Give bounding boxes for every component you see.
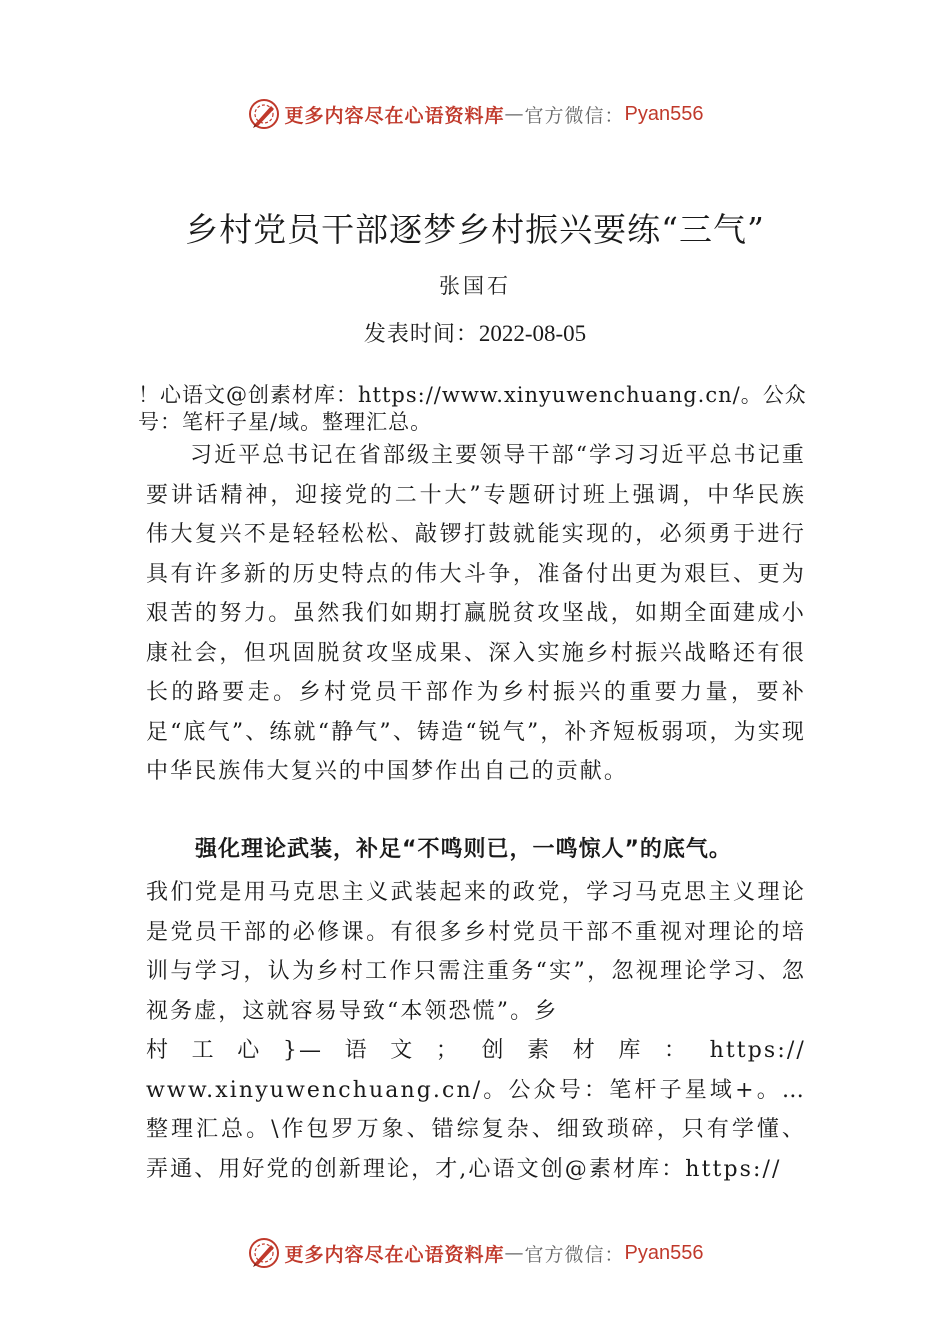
watermark-red-text: 更多内容尽在心语资料库: [284, 104, 505, 127]
publish-date: [0, 317, 950, 348]
article-author: 张国石: [439, 274, 511, 298]
spread-char: 创: [481, 1038, 506, 1063]
paragraph-2-spread-line: [146, 1031, 806, 1071]
paragraph-2-part-a: 我们党是用马克思主义武装起来的政党，学习马克思主义理论是党员干部的必修课。有很多乡村党员干部不重视对理论的培训与学习，认为乡村工作只需注重务“实”，忽视理论学习、忽视务虚，这就容易导致“本领恐慌”。乡: [146, 880, 806, 1024]
spread-char: 素: [527, 1038, 552, 1063]
spread-char: }—: [282, 1038, 324, 1063]
paragraph-2: [146, 873, 806, 1189]
publish-date-label: 发表时间：: [363, 322, 479, 347]
source-note: ！心语文@创素材库：https://www.xinyuwenchuang.cn/。公众号：笔杆子星/域。整理汇总。: [138, 383, 807, 434]
watermark-gray-text: 官方微信：: [524, 104, 625, 127]
section-heading-1: 强化理论武装，补足“不鸣则已，一鸣惊人”的底气。: [195, 837, 732, 862]
spread-char: 心: [237, 1038, 262, 1063]
pen-circle-logo-icon: [247, 1236, 281, 1270]
spread-char: ；: [435, 1038, 460, 1063]
spread-char: 文: [390, 1038, 415, 1063]
spread-char: 工: [191, 1038, 216, 1063]
paragraph-1: 习近平总书记在省部级主要领导干部“学习习近平总书记重要讲话精神，迎接党的二十大”专题研讨班上强调，中华民族伟大复兴不是轻轻松松、敲锣打鼓就能实现的，必须勇于进行具有许多新的历史特点的伟大斗争，准备付出更为艰巨、更为艰苦的努力。虽然我们如期打赢脱贫攻坚战，如期全面建成小康社会，但巩固脱贫攻坚成果、深入实施乡村振兴战略还有很长的路要走。乡村党员干部作为乡村振兴的重要力量，要补足“底气”、练就“静气”、铸造“锐气”，补齐短板弱项，为实现中华民族伟大复兴的中国梦作出自己的贡献。: [146, 443, 806, 784]
pen-circle-logo-icon: [247, 97, 281, 131]
watermark-gray-text: 官方微信：: [524, 1243, 625, 1266]
watermark-banner-bottom: [0, 1233, 950, 1273]
paragraph-2-part-b: www.xinyuwenchuang.cn/。公众号：笔杆子星域+。…整理汇总。\作包罗万象、错综复杂、细致琐碎，只有学懂、弄通、用好党的创新理论，才,心语文创@素材库：https://: [146, 1077, 806, 1182]
article-title: 乡村党员干部逐梦乡村振兴要练“三气”: [185, 210, 765, 249]
watermark-red-text: 更多内容尽在心语资料库: [284, 1243, 505, 1266]
spread-char: 材: [572, 1038, 597, 1063]
watermark-wechat-id: Pyan556: [624, 1241, 704, 1264]
spread-char: 语: [344, 1038, 369, 1063]
publish-date-value: 2022-08-05: [478, 321, 587, 346]
spread-char: ：: [663, 1038, 689, 1063]
watermark-dash: —: [504, 1242, 525, 1264]
watermark-wechat-id: Pyan556: [624, 102, 704, 125]
watermark-dash: —: [504, 103, 525, 125]
spread-char: https://: [709, 1038, 806, 1063]
spread-char: 村: [146, 1038, 171, 1063]
spread-char: 库: [618, 1038, 643, 1063]
watermark-banner-top: [0, 94, 950, 134]
